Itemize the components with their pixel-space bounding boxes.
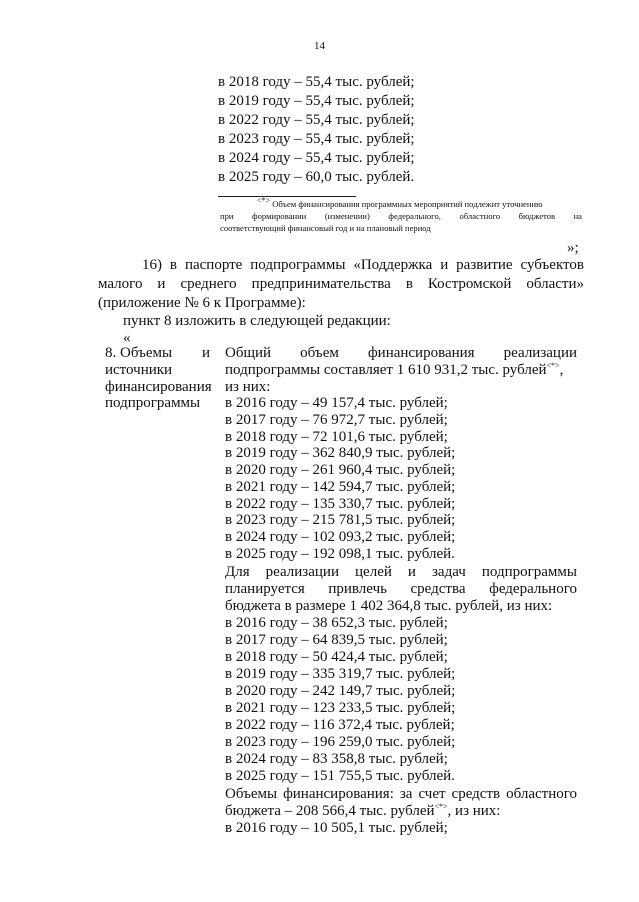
federal-line-3: бюджета в размере 1 402 364,8 тыс. рублей, из них: (225, 598, 553, 614)
federal-line-1: Для реализации целей и задач подпрограммы (225, 564, 577, 580)
total-year-2021: в 2021 году – 142 594,7 тыс. рублей; (225, 479, 456, 495)
federal-year-2016: в 2016 году – 38 652,3 тыс. рублей; (225, 615, 448, 631)
paragraph-16-line-2: малого и среднего предпринимательства в Костромской области» (98, 276, 584, 292)
total-year-2017: в 2017 году – 76 972,7 тыс. рублей; (225, 412, 448, 428)
top-line-2025: в 2025 году – 60,0 тыс. рублей. (218, 169, 415, 185)
federal-year-2024: в 2024 году – 83 358,8 тыс. рублей; (225, 751, 448, 767)
total-year-2020: в 2020 году – 261 960,4 тыс. рублей; (225, 462, 456, 478)
point-8-instruction: пункт 8 изложить в следующей редакции: (123, 313, 391, 329)
left-cell-line-4: подпрограммы (105, 395, 201, 411)
regional-year-2016: в 2016 году – 10 505,1 тыс. рублей; (225, 820, 448, 836)
footnote-line-2: при формировании (изменении) федерального, областного бюджетов на (220, 211, 582, 221)
federal-year-2019: в 2019 году – 335 319,7 тыс. рублей; (225, 666, 456, 682)
total-year-2024: в 2024 году – 102 093,2 тыс. рублей; (225, 529, 456, 545)
federal-line-2: планируется привлечь средства федерального (225, 581, 577, 597)
top-line-2019: в 2019 году – 55,4 тыс. рублей; (218, 93, 415, 109)
regional-footnote-marker: <*> (434, 802, 448, 811)
total-footnote-marker: <*> (546, 361, 560, 370)
footnote-line-1 (257, 198, 543, 210)
total-line-3: из них: (225, 379, 271, 395)
regional-line-2 (225, 803, 500, 820)
paragraph-16-line-1: 16) в паспорте подпрограммы «Поддержка и развитие субъектов (142, 257, 584, 273)
total-year-2016: в 2016 году – 49 157,4 тыс. рублей; (225, 395, 448, 411)
regional-line-2-end: , из них: (447, 803, 501, 819)
paragraph-16-line-3: (приложение № 6 к Программе): (98, 295, 306, 311)
federal-year-2017: в 2017 году – 64 839,5 тыс. рублей; (225, 632, 448, 648)
left-cell-line-2: источники (105, 362, 173, 378)
total-line-2 (225, 362, 563, 379)
total-year-2018: в 2018 году – 72 101,6 тыс. рублей; (225, 429, 448, 445)
federal-year-2022: в 2022 году – 116 372,4 тыс. рублей; (225, 717, 455, 733)
total-year-2022: в 2022 году – 135 330,7 тыс. рублей; (225, 496, 456, 512)
total-year-2023: в 2023 году – 215 781,5 тыс. рублей; (225, 512, 456, 528)
top-line-2024: в 2024 году – 55,4 тыс. рублей; (218, 150, 415, 166)
opening-quote: « (123, 330, 131, 346)
regional-line-1: Объемы финансирования: за счет средств областного (225, 786, 577, 802)
total-line-1: Общий объем финансирования реализации (225, 345, 577, 361)
footnote-divider (218, 196, 356, 197)
left-cell-line-3: финансирования (105, 379, 212, 395)
federal-year-2025: в 2025 году – 151 755,5 тыс. рублей. (225, 768, 455, 784)
page-number: 14 (314, 40, 325, 52)
federal-year-2021: в 2021 году – 123 233,5 тыс. рублей; (225, 700, 456, 716)
regional-line-2-text: бюджета – 208 566,4 тыс. рублей (225, 803, 435, 819)
total-year-2025: в 2025 году – 192 098,1 тыс. рублей. (225, 546, 455, 562)
top-line-2022: в 2022 году – 55,4 тыс. рублей; (218, 112, 415, 128)
federal-year-2018: в 2018 году – 50 424,4 тыс. рублей; (225, 649, 448, 665)
footnote-line-3: соответствующий финансовый год и на плановый период (220, 223, 431, 233)
top-line-2023: в 2023 году – 55,4 тыс. рублей; (218, 131, 415, 147)
federal-year-2023: в 2023 году – 196 259,0 тыс. рублей; (225, 734, 456, 750)
footnote-text-1: Объем финансирования программных мероприятий подлежит уточнению (272, 199, 543, 209)
total-line-2-text: подпрограммы составляет 1 610 931,2 тыс. рублей (225, 362, 547, 378)
left-cell-line-1b: и (202, 345, 211, 361)
left-cell-line-1a: 8. Объемы (105, 345, 173, 361)
top-line-2018: в 2018 году – 55,4 тыс. рублей; (218, 74, 415, 90)
closing-quote: »; (567, 240, 579, 256)
footnote-marker: <*> (257, 196, 271, 206)
total-line-2-end: , (559, 362, 564, 378)
federal-year-2020: в 2020 году – 242 149,7 тыс. рублей; (225, 683, 456, 699)
total-year-2019: в 2019 году – 362 840,9 тыс. рублей; (225, 445, 456, 461)
